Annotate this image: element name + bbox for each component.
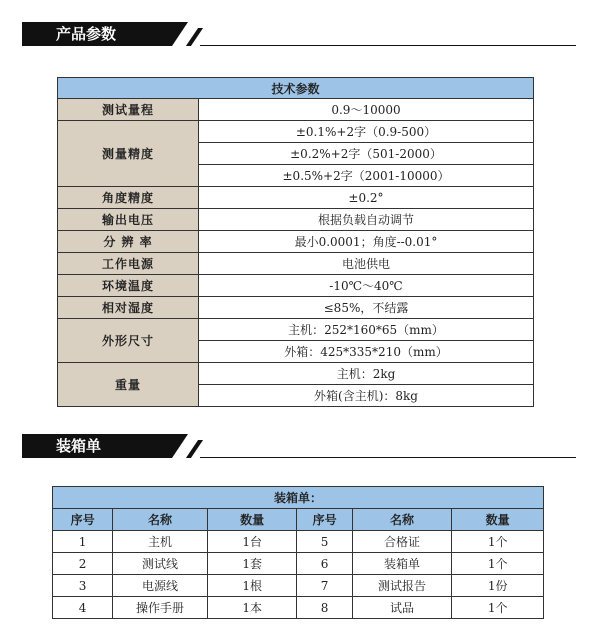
cell: 1台 — [207, 531, 297, 553]
section-title: 装箱单 — [22, 434, 172, 458]
table-row — [53, 531, 544, 553]
spec-label: 测试量程 — [58, 99, 199, 121]
cell: 4 — [53, 597, 113, 619]
table-row — [53, 553, 544, 575]
cell: 试品 — [352, 597, 452, 619]
spec-table — [57, 77, 534, 407]
spec-value: ≤85%，不结露 — [199, 297, 534, 319]
spec-value: 主机：2kg — [199, 363, 534, 385]
header-stripe — [186, 28, 203, 46]
cell: 3 — [53, 575, 113, 597]
header-wedge — [172, 22, 188, 46]
cell: 合格证 — [352, 531, 452, 553]
column-header: 序号 — [53, 509, 113, 531]
spec-value: ±0.1%+2字（0.9-500） — [199, 121, 534, 143]
column-header: 名称 — [352, 509, 452, 531]
spec-label: 工作电源 — [58, 253, 199, 275]
spec-value: 最小0.0001；角度--0.01° — [199, 231, 534, 253]
cell: 5 — [297, 531, 352, 553]
cell: 电源线 — [113, 575, 208, 597]
spec-label: 相对湿度 — [58, 297, 199, 319]
spec-value: 外箱(含主机)：8kg — [199, 385, 534, 407]
column-header: 数量 — [452, 509, 544, 531]
spec-label: 角度精度 — [58, 187, 199, 209]
cell: 2 — [53, 553, 113, 575]
spec-value: ±0.5%+2字（2001-10000） — [199, 165, 534, 187]
spec-label: 分 辨 率 — [58, 231, 199, 253]
cell: 8 — [297, 597, 352, 619]
cell: 1个 — [452, 531, 544, 553]
section-header-params — [22, 22, 576, 46]
spec-value: 根据负载自动调节 — [199, 209, 534, 231]
header-rule — [200, 457, 576, 458]
cell: 操作手册 — [113, 597, 208, 619]
spec-value: -10℃～40℃ — [199, 275, 534, 297]
cell: 测试线 — [113, 553, 208, 575]
column-header: 名称 — [113, 509, 208, 531]
header-wedge — [172, 434, 188, 458]
cell: 1份 — [452, 575, 544, 597]
cell: 1根 — [207, 575, 297, 597]
cell: 1本 — [207, 597, 297, 619]
column-header: 数量 — [207, 509, 297, 531]
cell: 主机 — [113, 531, 208, 553]
header-stripe — [186, 440, 203, 458]
header-rule — [200, 45, 576, 46]
spec-value: 主机：252*160*65（mm） — [199, 319, 534, 341]
column-header: 序号 — [297, 509, 352, 531]
spec-label: 外形尺寸 — [58, 319, 199, 363]
cell: 1套 — [207, 553, 297, 575]
packing-table-header: 装箱单： — [53, 487, 544, 509]
cell: 测试报告 — [352, 575, 452, 597]
section-title: 产品参数 — [22, 22, 172, 46]
table-row — [53, 597, 544, 619]
spec-value: 0.9～10000 — [199, 99, 534, 121]
spec-value: 外箱：425*335*210（mm） — [199, 341, 534, 363]
packing-table — [52, 486, 544, 619]
spec-table-header: 技术参数 — [58, 78, 534, 99]
cell: 7 — [297, 575, 352, 597]
table-row — [53, 575, 544, 597]
cell: 1个 — [452, 597, 544, 619]
spec-label: 重量 — [58, 363, 199, 407]
spec-label: 输出电压 — [58, 209, 199, 231]
spec-label: 环境温度 — [58, 275, 199, 297]
spec-value: ±0.2%+2字（501-2000） — [199, 143, 534, 165]
spec-value: ±0.2° — [199, 187, 534, 209]
cell: 6 — [297, 553, 352, 575]
cell: 1个 — [452, 553, 544, 575]
spec-value: 电池供电 — [199, 253, 534, 275]
section-header-packing — [22, 434, 576, 458]
cell: 1 — [53, 531, 113, 553]
spec-label: 测量精度 — [58, 121, 199, 187]
cell: 装箱单 — [352, 553, 452, 575]
